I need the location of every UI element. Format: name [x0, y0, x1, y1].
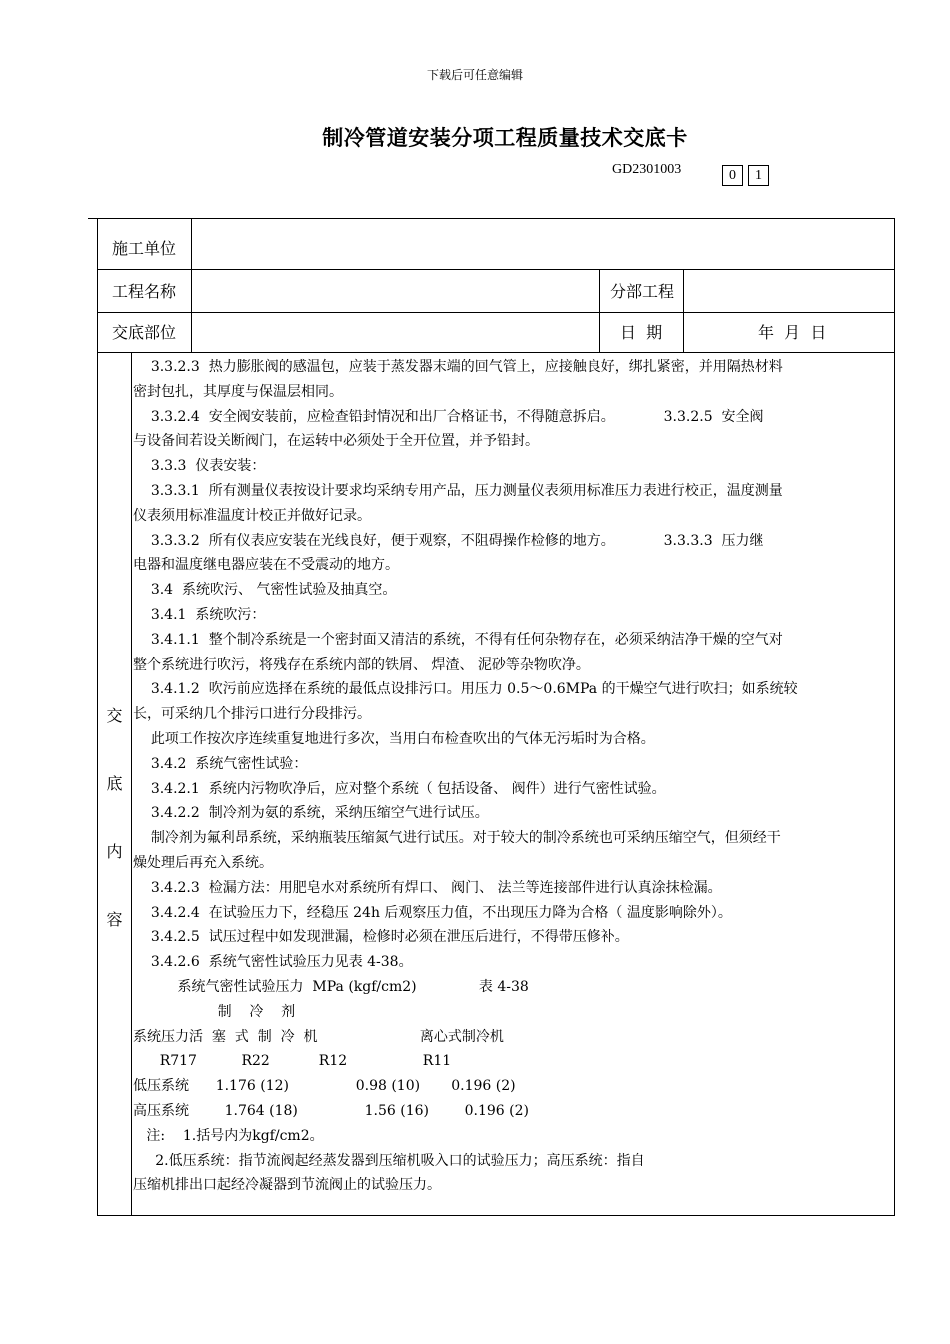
handover-part-field[interactable] — [192, 313, 598, 351]
content-line: 2.低压系统：指节流阀起经蒸发器到压缩机吸入口的试验压力；高压系统：指自 — [133, 1152, 645, 1169]
content-label-char: 容 — [106, 910, 123, 929]
content-line: 此项工作按次序连续重复地进行多次，当用白布检查吹出的气体无污垢时为合格。 — [133, 730, 655, 747]
content-line: R717 R22 R12 R11 — [133, 1053, 452, 1070]
construction-unit-field[interactable] — [192, 220, 894, 268]
content-line: 3.4.1.2 吹污前应选择在系统的最低点设排污口。用压力 0.5～0.6MPa 的干燥空气进行吹扫；如系统较 — [133, 681, 798, 698]
content-line: 整个系统进行吹污，将残存在系统内部的铁屑、 焊渣、 泥砂等杂物吹净。 — [133, 656, 590, 673]
handover-part-label: 交底部位 — [112, 323, 177, 342]
construction-unit-label: 施工单位 — [112, 239, 177, 258]
content-line: 3.4.2.5 试压过程中如发现泄漏，检修时必须在泄压后进行，不得带压修补。 — [133, 929, 629, 946]
content-line: 3.4.2.4 在试验压力下，经稳压 24h 后观察压力值，不出现压力降为合格（ 温度影响除外）。 — [133, 904, 732, 921]
content-label-char: 交 — [106, 706, 123, 725]
header-note: 下载后可任意编辑 — [426, 68, 523, 82]
code-box-1: 0 — [722, 165, 743, 186]
content-line: 低压系统 1.176 (12) 0.98 (10) 0.196 (2) — [133, 1078, 516, 1095]
content-line: 注: 1.括号内为kgf/cm2。 — [133, 1127, 324, 1144]
handover-form — [97, 218, 895, 1216]
content-line: 3.4 系统吹污、 气密性试验及抽真空。 — [133, 582, 397, 599]
content-line: 长，可采纳几个排污口进行分段排污。 — [133, 706, 371, 723]
content-label-char: 底 — [106, 774, 123, 793]
project-name-label: 工程名称 — [112, 282, 177, 301]
content-line: 3.3.3 仪表安装： — [133, 458, 266, 475]
code-box-2: 1 — [748, 165, 769, 186]
content-line: 压缩机排出口起经冷凝器到节流阀止的试验压力。 — [133, 1177, 441, 1194]
content-line: 高压系统 1.764 (18) 1.56 (16) 0.196 (2) — [133, 1102, 529, 1119]
date-value: 年 月 日 — [758, 323, 827, 342]
content-line: 3.3.2.4 安全阀安装前，应检查铅封情况和出厂合格证书，不得随意拆启。 3.3.2.5 安全阀 — [133, 408, 764, 425]
page-title: 制冷管道安装分项工程质量技术交底卡 — [322, 126, 688, 150]
content-line: 密封包扎，其厚度与保温层相同。 — [133, 383, 343, 400]
sub-project-field[interactable] — [684, 270, 894, 311]
content-line: 3.4.2 系统气密性试验： — [133, 755, 308, 772]
content-label-char: 内 — [106, 842, 123, 861]
content-line: 燥处理后再充入系统。 — [133, 854, 273, 871]
margin-tick — [88, 218, 97, 219]
content-line: 3.3.3.1 所有测量仪表按设计要求均采纳专用产品，压力测量仪表须用标准压力表进行校正，温度测量 — [133, 482, 783, 499]
sub-project-label: 分部工程 — [610, 282, 675, 301]
content-line: 3.4.2.6 系统气密性试验压力见表 4-38。 — [133, 954, 413, 971]
handover-content — [133, 355, 895, 1198]
content-line: 系统压力活 塞 式 制 冷 机 离心式制冷机 — [133, 1028, 504, 1045]
document-code: GD2301003 — [612, 162, 682, 177]
content-line: 3.4.2.2 制冷剂为氨的系统，采纳压缩空气进行试压。 — [133, 805, 489, 822]
row-divider — [98, 352, 894, 353]
content-line: 制 冷 剂 — [133, 1003, 296, 1020]
content-line: 3.4.1 系统吹污： — [133, 606, 266, 623]
date-label: 日 期 — [620, 323, 663, 342]
project-name-field[interactable] — [192, 270, 598, 311]
content-line: 系统气密性试验压力 MPa (kgf/cm2) 表 4-38 — [133, 978, 529, 995]
content-line: 3.4.2.1 系统内污物吹净后，应对整个系统（ 包括设备、 阀件）进行气密性试验。 — [133, 780, 666, 797]
content-line: 电器和温度继电器应装在不受震动的地方。 — [133, 557, 399, 574]
content-line: 3.3.3.2 所有仪表应安装在光线良好，便于观察，不阻碍操作检修的地方。 3.3.3.3 压力继 — [133, 532, 764, 549]
content-line: 制冷剂为氟利昂系统，采纳瓶装压缩氮气进行试压。对于较大的制冷系统也可采纳压缩空气，但须经干 — [133, 830, 781, 847]
column-divider — [599, 269, 600, 352]
content-line: 3.4.2.3 检漏方法：用肥皂水对系统所有焊口、 阀门、 法兰等连接部件进行认真涂抹检漏。 — [133, 879, 722, 896]
content-line: 仪表须用标准温度计校正并做好记录。 — [133, 507, 371, 524]
content-label-divider — [131, 352, 132, 1215]
content-line: 3.4.1.1 整个制冷系统是一个密封面又清洁的系统，不得有任何杂物存在，必须采纳洁净干燥的空气对 — [133, 631, 783, 648]
content-line: 与设备间若设关断阀门，在运转中必须处于全开位置，并予铅封。 — [133, 433, 539, 450]
content-line: 3.3.2.3 热力膨胀阀的感温包，应装于蒸发器末端的回气管上，应接触良好，绑扎紧密，并用隔热材料 — [133, 359, 783, 375]
